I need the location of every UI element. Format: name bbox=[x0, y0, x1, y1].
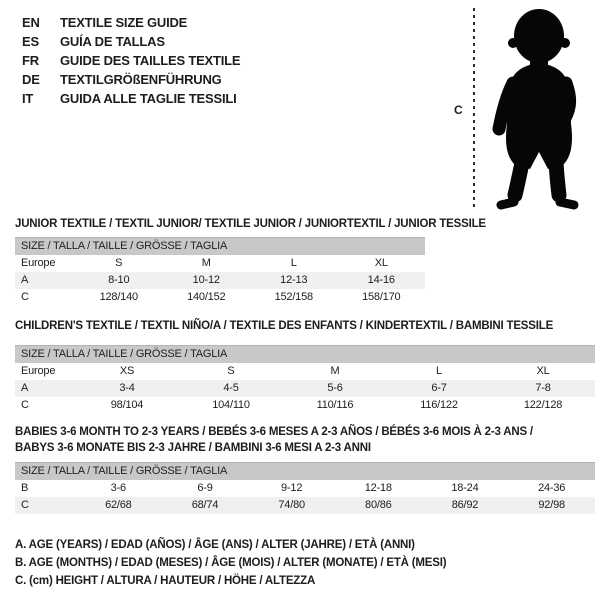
table-row-europe bbox=[15, 255, 425, 272]
cell: S bbox=[227, 365, 235, 377]
cell: 12-13 bbox=[250, 272, 338, 289]
language-code: IT bbox=[22, 91, 34, 106]
size-header-band: SIZE / TALLA / TAILLE / GRÖSSE / TAGLIA bbox=[15, 346, 595, 363]
footnote-b: B. AGE (MONTHS) / EDAD (MESES) / ÂGE (MOIS) / ALTER (MONATE) / ETÀ (MESI) bbox=[15, 557, 447, 569]
cell: 128/140 bbox=[99, 291, 138, 303]
table-row-age-months bbox=[15, 480, 595, 497]
toddler-silhouette-icon bbox=[486, 5, 596, 211]
footnote-a: A. AGE (YEARS) / EDAD (AÑOS) / ÂGE (ANS) / ALTER (JAHRE) / ETÀ (ANNI) bbox=[15, 539, 415, 551]
cell: XL bbox=[374, 257, 388, 269]
language-title-list bbox=[22, 13, 240, 108]
cell: 110/116 bbox=[316, 399, 354, 411]
table-row-europe bbox=[15, 363, 595, 380]
footnote-c: C. (cm) HEIGHT / ALTURA / HAUTEUR / HÖHE / ALTEZZA bbox=[15, 575, 316, 587]
row-label: Europe bbox=[21, 365, 56, 377]
language-row-it bbox=[22, 89, 240, 108]
children-size-table bbox=[15, 345, 595, 414]
cell: 116/122 bbox=[420, 399, 458, 411]
section-title-children: CHILDREN'S TEXTILE / TEXTIL NIÑO/A / TEXTILE DES ENFANTS / KINDERTEXTIL / BAMBINI TESSILE bbox=[15, 320, 554, 332]
section-title-babies-line-2: BABYS 3-6 MONATE BIS 2-3 JAHRE / BAMBINI 3-6 MESI A 2-3 ANNI bbox=[15, 442, 371, 454]
table-row-height bbox=[15, 289, 425, 306]
table-row-height bbox=[15, 497, 595, 514]
table-row-age bbox=[15, 380, 595, 397]
cell: 62/68 bbox=[75, 497, 162, 514]
cell: M bbox=[330, 365, 340, 377]
height-measure-dashed-line bbox=[473, 8, 475, 208]
section-title-babies bbox=[15, 424, 590, 456]
cell: XS bbox=[119, 365, 135, 377]
language-row-es bbox=[22, 32, 240, 51]
row-label: B bbox=[21, 482, 29, 494]
cell: 5-6 bbox=[283, 380, 387, 397]
guide-title-it: GUIDA ALLE TAGLIE TESSILI bbox=[60, 91, 237, 106]
cell: 9-12 bbox=[281, 482, 303, 494]
row-label: A bbox=[15, 272, 75, 289]
guide-title-fr: GUIDE DES TAILLES TEXTILE bbox=[60, 53, 241, 68]
cell: 4-5 bbox=[179, 380, 283, 397]
row-label: C bbox=[15, 497, 75, 514]
size-header-band: SIZE / TALLA / TAILLE / GRÖSSE / TAGLIA bbox=[15, 238, 425, 255]
guide-title-de: TEXTILGRÖßENFÜHRUNG bbox=[60, 72, 222, 87]
cell: 140/152 bbox=[187, 291, 226, 303]
guide-title-es: GUÍA DE TALLAS bbox=[60, 34, 165, 49]
language-code: DE bbox=[22, 72, 40, 87]
cell: L bbox=[290, 257, 297, 269]
footnote-legend bbox=[15, 536, 446, 590]
cell: 24-36 bbox=[538, 482, 566, 494]
cell: 12-18 bbox=[364, 482, 392, 494]
cell: 3-4 bbox=[75, 380, 179, 397]
cell: 98/104 bbox=[110, 399, 144, 411]
cell: 6-7 bbox=[387, 380, 491, 397]
language-row-en bbox=[22, 13, 240, 32]
cell: 7-8 bbox=[491, 380, 595, 397]
table-row-age bbox=[15, 272, 425, 289]
section-title-babies-line-1: BABIES 3-6 MONTH TO 2-3 YEARS / BEBÉS 3-6 MESES A 2-3 AÑOS / BÉBÉS 3-6 MOIS À 2-3 ANS / bbox=[15, 426, 533, 438]
cell: 80/86 bbox=[335, 497, 422, 514]
row-label: Europe bbox=[21, 257, 56, 269]
cell: S bbox=[115, 257, 123, 269]
row-label: C bbox=[21, 399, 29, 411]
table-row-height bbox=[15, 397, 595, 414]
language-code: ES bbox=[22, 34, 39, 49]
cell: 8-10 bbox=[75, 272, 163, 289]
size-header-band: SIZE / TALLA / TAILLE / GRÖSSE / TAGLIA bbox=[15, 463, 595, 480]
cell: 152/158 bbox=[274, 291, 313, 303]
cell: 14-16 bbox=[338, 272, 426, 289]
cell: 86/92 bbox=[422, 497, 509, 514]
cell: M bbox=[201, 257, 211, 269]
guide-title-en: TEXTILE SIZE GUIDE bbox=[60, 15, 188, 30]
babies-size-table bbox=[15, 462, 595, 514]
row-label: A bbox=[15, 380, 75, 397]
cell: 92/98 bbox=[508, 497, 595, 514]
cell: 68/74 bbox=[162, 497, 249, 514]
language-row-de bbox=[22, 70, 240, 89]
language-row-fr bbox=[22, 51, 240, 70]
cell: 74/80 bbox=[248, 497, 335, 514]
height-measure-label: C bbox=[454, 103, 463, 117]
junior-size-table bbox=[15, 237, 425, 306]
cell: 6-9 bbox=[197, 482, 213, 494]
language-code: FR bbox=[22, 53, 39, 68]
cell: 104/110 bbox=[212, 399, 250, 411]
cell: 10-12 bbox=[163, 272, 251, 289]
cell: 158/170 bbox=[362, 291, 401, 303]
cell: XL bbox=[536, 365, 550, 377]
cell: L bbox=[436, 365, 442, 377]
section-title-junior: JUNIOR TEXTILE / TEXTIL JUNIOR/ TEXTILE JUNIOR / JUNIORTEXTIL / JUNIOR TESSILE bbox=[15, 218, 486, 230]
cell: 18-24 bbox=[451, 482, 479, 494]
row-label: C bbox=[21, 291, 29, 303]
language-code: EN bbox=[22, 15, 40, 30]
cell: 122/128 bbox=[523, 399, 563, 411]
cell: 3-6 bbox=[110, 482, 126, 494]
